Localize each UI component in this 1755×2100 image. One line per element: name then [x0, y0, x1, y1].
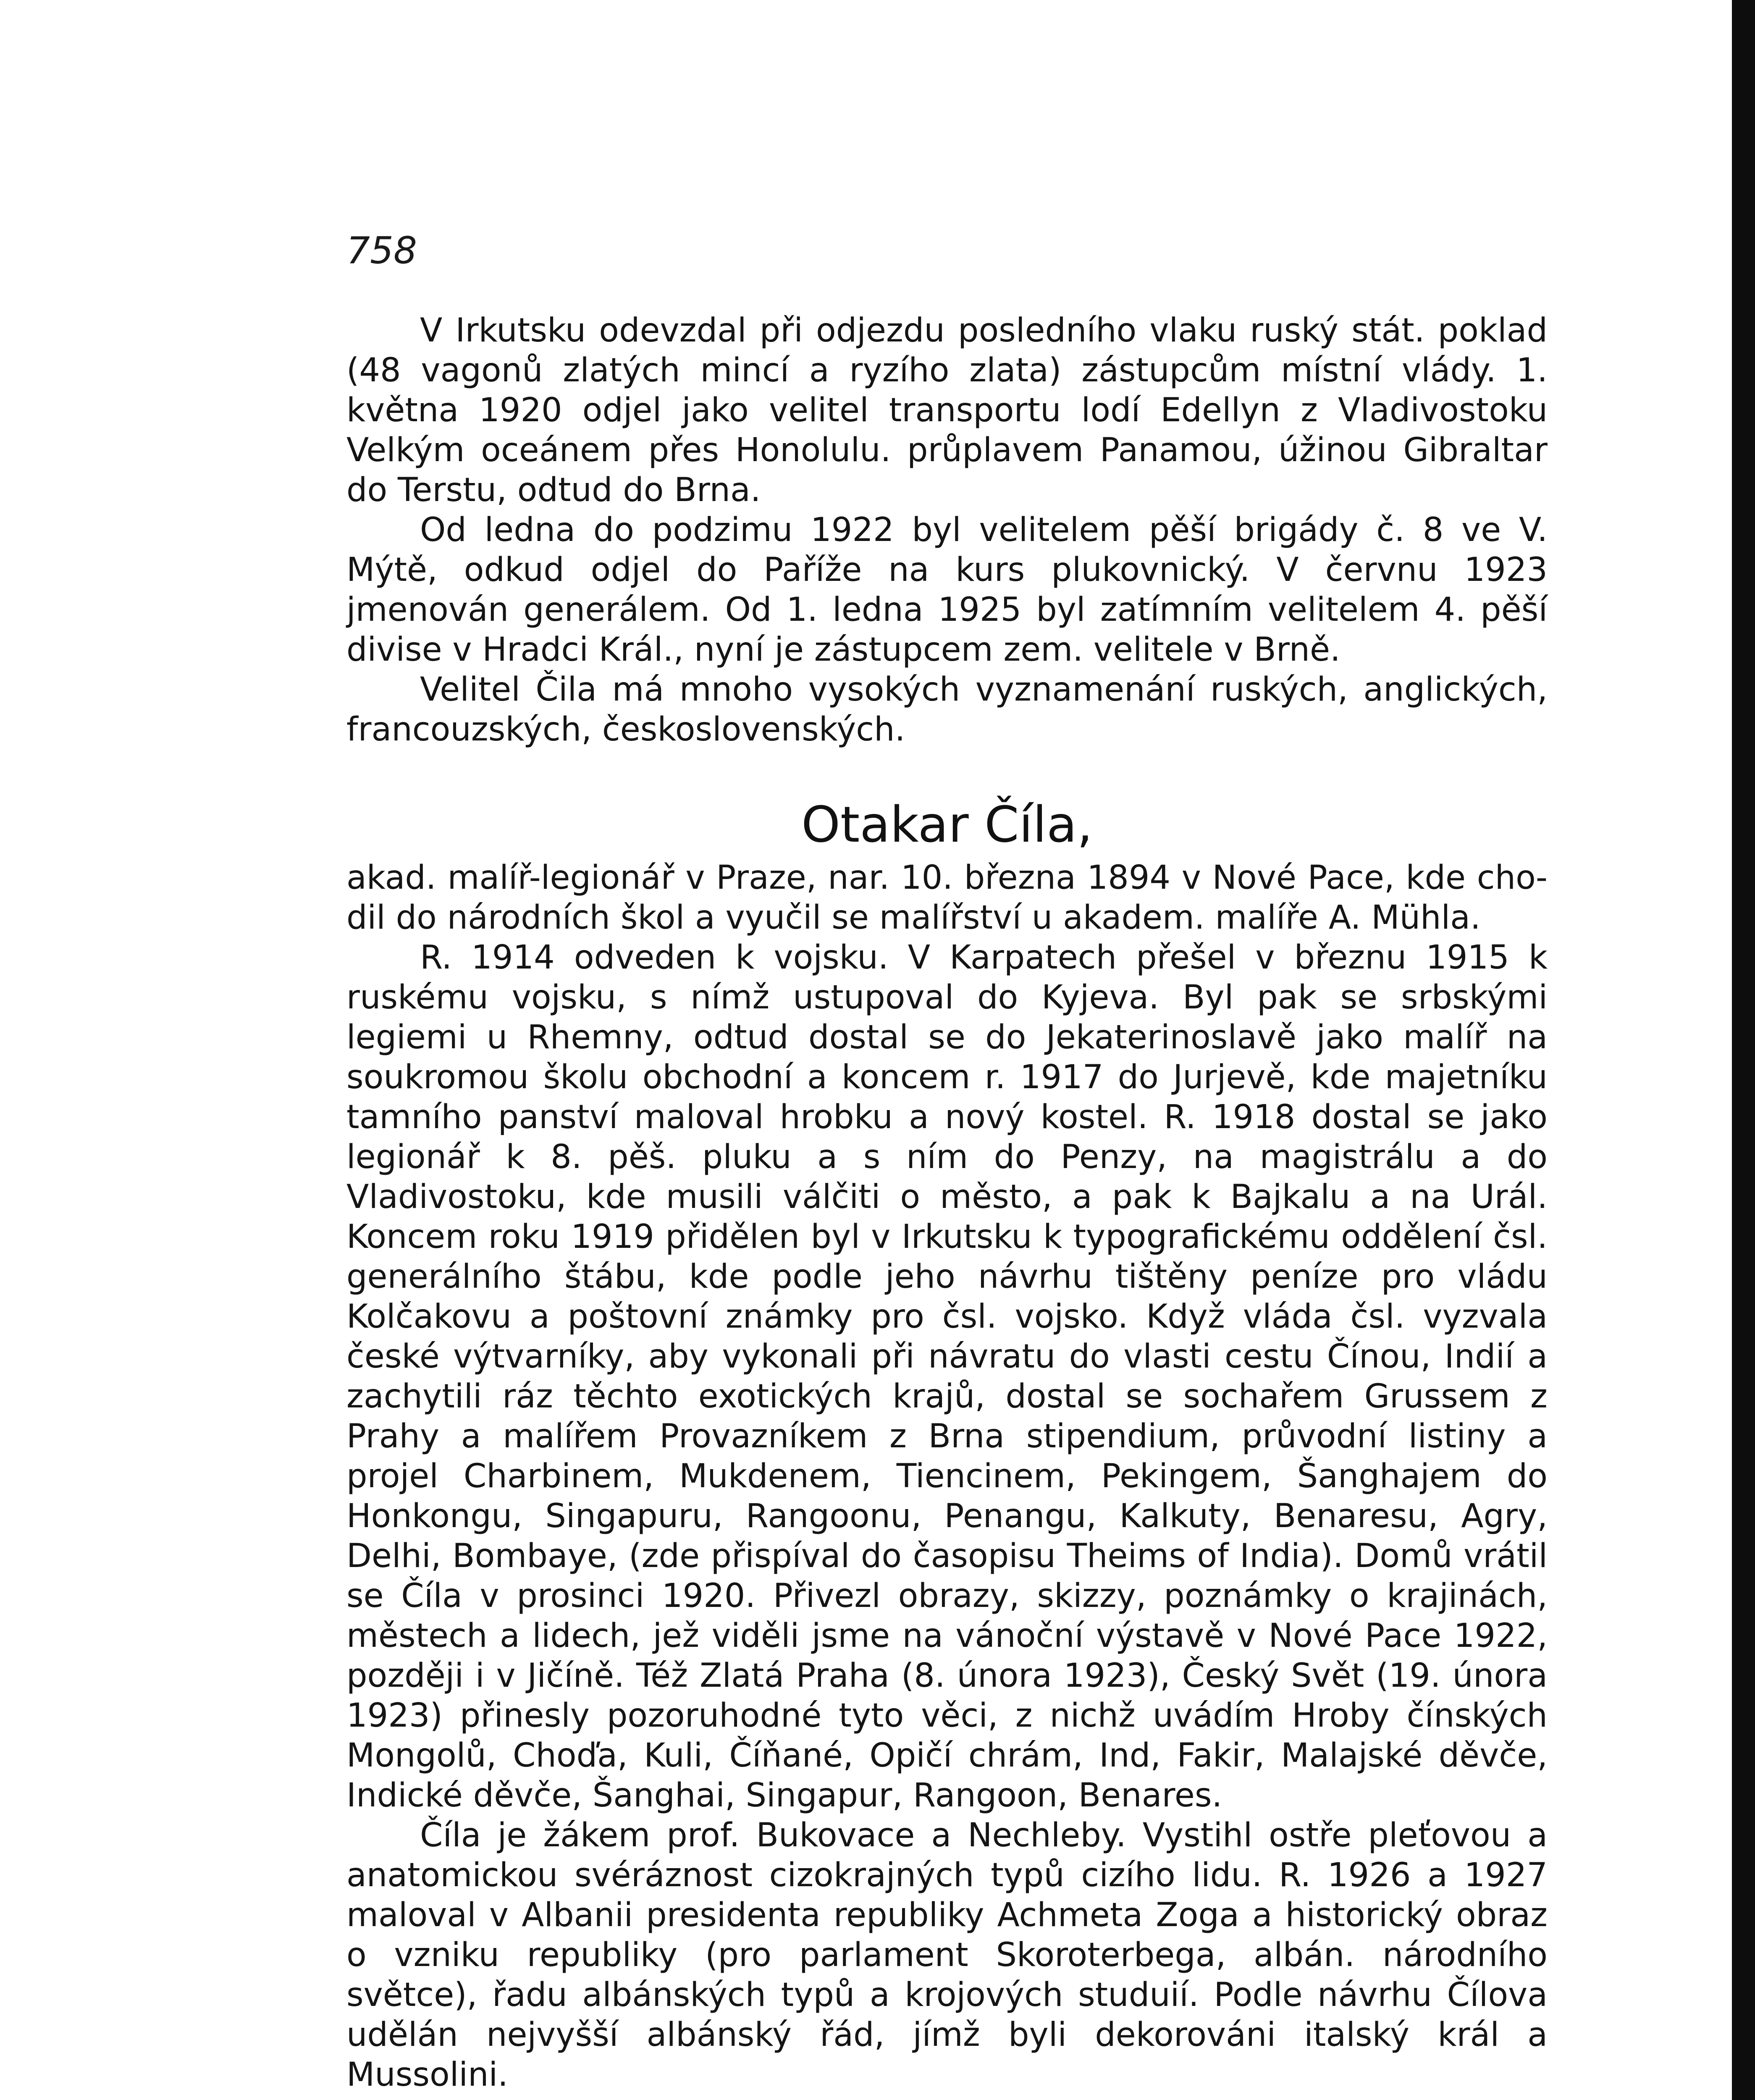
- paragraph-biography: R. 1914 odveden k vojsku. V Karpatech přešel v březnu 1915 k ruskému vojsku, s nímž ustupoval do Kyjeva. Byl pak se srbskými legiemi u Rhemny, odtud dostal se do Jekaterinoslavě jako malíř na soukromou školu obchodní a koncem r. 1917 do Jurjevě, kde majetníku tamního panství maloval hrobku a nový kostel. R. 1918 dostal se jako legionář k 8. pěš. pluku a s ním do Penzy, na magistrálu a do Vladivostoku, kde musili válčiti o město, a pak k Bajkalu a na Urál. Koncem roku 1919 přidělen byl v Irkutsku k typografickému oddělení čsl. generálního štábu, kde podle jeho návrhu tištěny peníze pro vládu Kolčakovu a poštovní známky pro čsl. vojsko. Když vláda čsl. vyzvala české výtvarníky, aby vykonali při návratu do vlasti cestu Čínou, Indií a zachytili ráz těchto exotických krajů, dostal se sochařem Grussem z Prahy a malířem Provazníkem z Brna stipendium, průvodní listiny a projel Charbinem, Mukdenem, Tiencinem, Pekingem, Šanghajem do Honkongu, Singapuru, Rangoonu, Penangu, Kalkuty, Benaresu, Agry, Delhi, Bombaye, (zde přispíval do časopisu Theims of India). Domů vrátil se Číla v prosinci 1920. Přivezl obrazy, skizzy, poznámky o krajinách, městech a lidech, jež viděli jsme na vánoční výstavě v Nové Pace 1922, později i v Jičíně. Též Zlatá Praha (8. února 1923), Český Svět (19. února 1923) přinesly pozoruhodné tyto věci, z nichž uvádím Hroby čínských Mongolů, Choďa, Kuli, Číňané, Opičí chrám, Ind, Fakir, Malajské děvče, Indické děvče, Šanghai, Singapur, Rangoon, Benares.: [346, 939, 1548, 1814]
- paragraph-brigade: Od ledna do podzimu 1922 byl velitelem pěší brigády č. 8 ve V. Mýtě, odkud odjel do Paříže na kurs plukovnický. V červnu 1923 jmenován generálem. Od 1. ledna 1925 byl zatímním velitelem 4. pěší divise v Hradci Král., nyní je zástupcem zem. velitele v Brně.: [346, 511, 1548, 669]
- page-body: [346, 311, 1548, 2095]
- paragraph-decorations: Velitel Čila má mnoho vysokých vyznamenání ruských, anglických, francouzských, československých.: [346, 671, 1548, 748]
- page-number: 758: [346, 229, 417, 272]
- paragraph-irkutsk: V Irkutsku odevzdal při odjezdu posledního vlaku ruský stát. poklad (48 vagonů zlatých mincí a ryzího zlata) zástupcům místní vlády. 1. května 1920 odjel jako velitel transportu lodí Edellyn z Vladivostoku Velkým oceánem přes Honolulu. průplavem Panamou, úžinou Gibraltar do Terstu, odtud do Brna.: [346, 312, 1548, 509]
- paragraph-albania: Číla je žákem prof. Bukovace a Nechleby. Vystihl ostře pleťovou a anatomickou svéráznost cizokrajných typů cizího lidu. R. 1926 a 1927 maloval v Albanii presidenta republiky Achmeta Zoga a historický obraz o vzniku republiky (pro parlament Skoroterbega, albán. národního světce), řadu albánských typů a krojových studuií. Podle návrhu Čílova udělán nejvyšší albánský řád, jímž byli dekorováni italský král a Mussolini.: [346, 1816, 1548, 2094]
- section-heading: Otakar Číla,: [801, 795, 1093, 853]
- scan-edge: [1732, 0, 1755, 2100]
- paragraph-lead: akad. malíř-legionář v Praze, nar. 10. března 1894 v Nové Pace, kde chodil do národních škol a vyučil se malířství u akadem. malíře A. Mühla.: [346, 859, 1548, 937]
